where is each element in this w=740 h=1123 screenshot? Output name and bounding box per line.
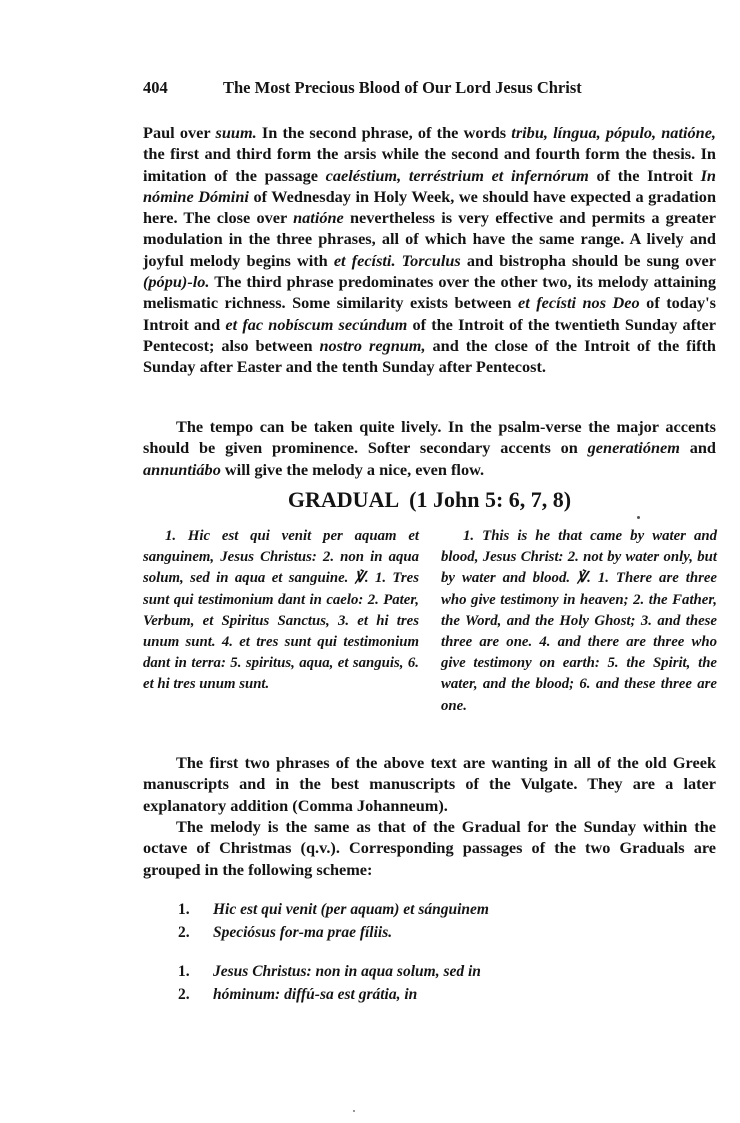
text-run: nevertheless is very effective and permits a greater modulation in the three phrases, all of which have the same range. A lively and joyful melody begins with (143, 208, 716, 270)
italic-term: tribu, língua, pópulo, natióne, (511, 123, 716, 142)
text-run: The tempo can be taken quite lively. In the psalm-verse the major accents should be given prominence. Softer secondary accents on (143, 417, 716, 458)
scheme-number: 2. (178, 986, 190, 1003)
scheme-number: 2. (178, 924, 190, 941)
text-run: the first and third form the arsis while the second and fourth form the thesis. In imitation of the passage (143, 144, 716, 185)
paragraph-2 (143, 416, 716, 480)
paragraph-4: The melody is the same as that of the Gradual for the Sunday within the octave of Christmas (q.v.). Corresponding passages of the two Graduals are grouped in the following scheme: (143, 817, 716, 879)
text-run: of the Introit of the twentieth Sunday after Pentecost; also between (143, 314, 716, 355)
italic-term: et fac nobíscum secúndum (225, 314, 408, 334)
italic-term: natióne (293, 208, 344, 228)
scheme-group-2 (178, 960, 481, 1006)
scheme-text: Hic est qui venit (per aquam) et sánguinem (213, 901, 489, 918)
text-run: and the close of the Introit of the fifth Sunday after Easter and the tenth Sunday after Pentecost. (143, 335, 716, 377)
scheme-text: Jesus Christus: non in aqua solum, sed in (213, 963, 481, 980)
italic-term: et fecísti. Torculus (333, 250, 461, 270)
italic-term: caeléstium, terréstrium et infernórum (325, 165, 589, 185)
page-number: 404 (143, 78, 168, 97)
text-run: will give the melody a nice, even flow. (220, 459, 485, 479)
italic-term: In nómine Dómini (143, 165, 716, 206)
print-speck (353, 1110, 355, 1112)
italic-term: annuntiábo (143, 459, 221, 479)
italic-term: nostro regnum, (319, 335, 426, 355)
italic-term: et fecísti nos Deo (517, 293, 640, 313)
italic-term: suum. (215, 123, 257, 142)
text-run: of today's Introit and (143, 293, 716, 334)
paragraph-3: The first two phrases of the above text are wanting in all of the old Greek manuscripts and in the best manuscripts of the Vulgate. They are a later explanatory addition (Comma Johanneum). (143, 753, 716, 815)
text-run: of the Introit (588, 165, 701, 185)
english-translation-column: 1. This is he that came by water and blood, Jesus Christ: 2. not by water only, but by water and blood. ℣. 1. There are three who give testimony in heaven; 2. the Father, the Word, and the Holy Ghost; 3. and these three are one. 4. and there are three who give testimony on earth: 5. the Spirit, the water, and the blood; 6. and these three are one. (441, 528, 717, 714)
latin-text-column: 1. Hic est qui venit per aquam et sanguinem, Jesus Christus: 2. non in aqua solum, sed in aqua et sanguine. ℣. 1. Tres sunt qui testimonium dant in caelo: 2. Pater, Verbum, et Spiritus Sanctus, 3. et hi tres unum sunt. 4. et tres sunt qui testimonium dant in terra: 5. spiritus, aqua, et sanguis, 6. et hi tres unum sunt. (143, 528, 419, 693)
running-header (143, 78, 582, 98)
scheme-row (178, 983, 481, 1006)
text-run: and (679, 438, 716, 458)
italic-term: generatiónem (587, 438, 680, 458)
scheme-row (178, 960, 481, 983)
text-run: In the second phrase, of the words (256, 123, 512, 142)
text-run: The third phrase predominates over the other two, its melody attaining melismatic richness. Some similarity exists between (143, 272, 716, 313)
italic-term: (pópu)-lo. (143, 272, 210, 292)
gradual-reference: (1 John 5: 6, 7, 8) (409, 487, 572, 512)
scheme-number: 1. (178, 901, 190, 918)
text-run: Paul over (143, 123, 216, 142)
print-speck (637, 516, 640, 519)
scheme-number: 1. (178, 963, 190, 980)
scheme-row (178, 921, 489, 944)
paragraph-1 (143, 122, 716, 378)
scheme-row (178, 898, 489, 921)
gradual-heading (143, 487, 716, 513)
scheme-text: hóminum: diffú-sa est grátia, in (213, 986, 418, 1003)
gradual-title: GRADUAL (287, 487, 400, 512)
text-run: of Wednesday in Holy Week, we should have expected a gradation here. The close over (143, 186, 716, 228)
text-run: and bistropha should be sung over (460, 250, 716, 270)
running-title: The Most Precious Blood of Our Lord Jesus Christ (223, 78, 582, 97)
scheme-group-1 (178, 898, 489, 944)
scheme-text: Speciósus for-ma prae fíliis. (213, 924, 393, 941)
